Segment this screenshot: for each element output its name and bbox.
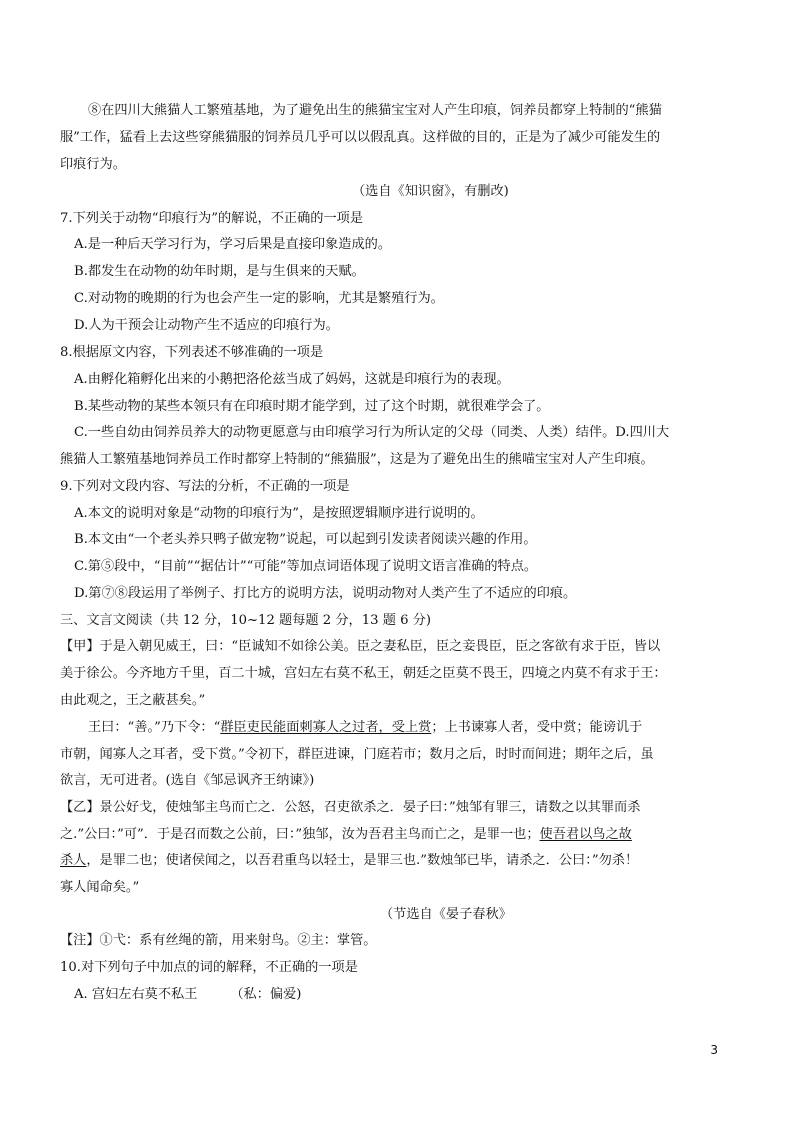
q7-option-a: A.是一种后天学习行为，学习后果是直接印象造成的。: [74, 237, 392, 252]
q9-option-a: A.本文的说明对象是“动物的印痕行为”，是按照逻辑顺序进行说明的。: [74, 506, 484, 521]
q7-stem: 7.下列关于动物“印痕行为”的解说，不正确的一项是: [60, 211, 364, 226]
jia2-line1-pre: 王曰：“善。”乃下令：“: [88, 720, 221, 735]
q9-option-b: B.本文由“一个老头养只鸭子做宠物”说起，可以起到引发读者阅读兴趣的作用。: [74, 532, 537, 547]
jia2-underlined: 群臣吏民能面刺寡人之过者，受上赏: [220, 720, 432, 735]
para8-line3: 印痕行为。: [60, 157, 126, 172]
q8-option-a: A.由孵化箱孵化出来的小鹅把洛伦兹当成了妈妈，这就是印痕行为的表现。: [74, 372, 510, 387]
jia2-line3: 欲言，无可进者。(选自《邹忌讽齐王纳谏》): [60, 773, 315, 788]
q8-stem: 8.根据原文内容，下列表述不够准确的一项是: [60, 345, 324, 360]
yi-line4: 寡人闻命矣。”: [60, 880, 140, 895]
para8-line1: ⑧在四川大熊猫人工繁殖基地，为了避免出生的熊猫宝宝对人产生印痕，饲养员都穿上特制的“熊猫: [88, 103, 662, 118]
yi-underlined-2: 杀人: [60, 853, 87, 868]
q9-stem: 9.下列对文段内容、写法的分析，不正确的一项是: [60, 479, 350, 494]
yi-line3-text: ，是罪二也；使诸侯闻之，以吾君重鸟以轻士，是罪三也.”数烛邹已毕，请杀之．公曰：”勿杀！: [86, 853, 639, 868]
q10-stem: 10.对下列句子中加点的词的解释，不正确的一项是: [60, 960, 358, 975]
jia2-line1-post: ；上书谏寡人者，受中赏；能谤讥于: [431, 720, 643, 735]
q9-option-c: C.第⑤段中，“目前”“据估计”“可能”等加点词语体现了说明文语言准确的特点。: [74, 559, 538, 574]
page-number: 3: [710, 1043, 718, 1057]
annotation-note: 【注】①弋：系有丝绳的箭，用来射鸟。②主：掌管。: [60, 933, 377, 948]
jia-line2: 美于徐公。今齐地方千里，百二十城，宫妇左右莫不私王，朝廷之臣莫不畏王，四境之内莫不有求于王：: [60, 666, 667, 681]
yi-line3: [60, 852, 638, 870]
section-heading: 三、文言文阅读（共 12 分，10~12 题每题 2 分，13 题 6 分): [60, 613, 432, 628]
q7-option-c: C.对动物的晚期的行为也会产生一定的影响，尤其是繁殖行为。: [74, 291, 444, 306]
yi-line1: 【乙】景公好戈，使烛邹主鸟而亡之．公怒，召吏欲杀之．晏子曰：”烛邹有罪三，请数之以其罪而杀: [60, 800, 641, 815]
jia-line3: 由此观之，王之蔽甚矣。”: [60, 693, 206, 708]
q8-option-b: B.某些动物的某些本领只有在印痕时期才能学到，过了这个时期，就很难学会了。: [74, 399, 550, 414]
yi-line2: [60, 826, 632, 844]
q7-option-b: B.都发生在动物的幼年时期，是与生俱来的天赋。: [74, 264, 365, 279]
q8-option-c: C.一些自幼由饲养员养大的动物更愿意与由印痕学习行为所认定的父母（同类、人类）结伴。D.四川大: [74, 425, 670, 440]
q9-option-d: D.第⑦⑧段运用了举例子、打比方的说明方法，说明动物对人类产生了不适应的印痕。: [74, 586, 577, 601]
yi-underlined-1: 使吾君以鸟之故: [539, 827, 632, 842]
source-citation-2: （节选自《晏子春秋》: [380, 907, 512, 922]
yi-line2-text: 之.”公曰：”可”．于是召而数之公前，曰：”独邹，汝为吾君主鸟而亡之，是罪一也；: [60, 827, 540, 842]
jia2-line2: 市朝，闻寡人之耳者，受下赏。”令初下，群臣进谏，门庭若市；数月之后，时时而间进；期年之后，虽: [60, 747, 654, 762]
q7-option-d: D.人为干预会让动物产生不适应的印痕行为。: [74, 318, 339, 333]
source-citation-1: （选自《知识窗》，有删改): [352, 184, 509, 199]
jia2-line1: [88, 719, 642, 737]
q10-option-a: A. 宫妇左右莫不私王 （私：偏爱): [74, 987, 302, 1002]
para8-line2: 服”工作，猛看上去这些穿熊猫服的饲养员几乎可以以假乱真。这样做的目的，正是为了减少可能发生的: [60, 130, 661, 145]
q8-option-d-cont: 熊猫人工繁殖基地饲养员工作时都穿上特制的“熊猫服”，这是为了避免出生的熊喵宝宝对人产生印痕。: [60, 452, 654, 467]
jia-line1: 【甲】于是入朝见威王，曰：“臣诚知不如徐公美。臣之妻私臣，臣之妾畏臣，臣之客欲有求于臣，皆以: [60, 639, 661, 654]
